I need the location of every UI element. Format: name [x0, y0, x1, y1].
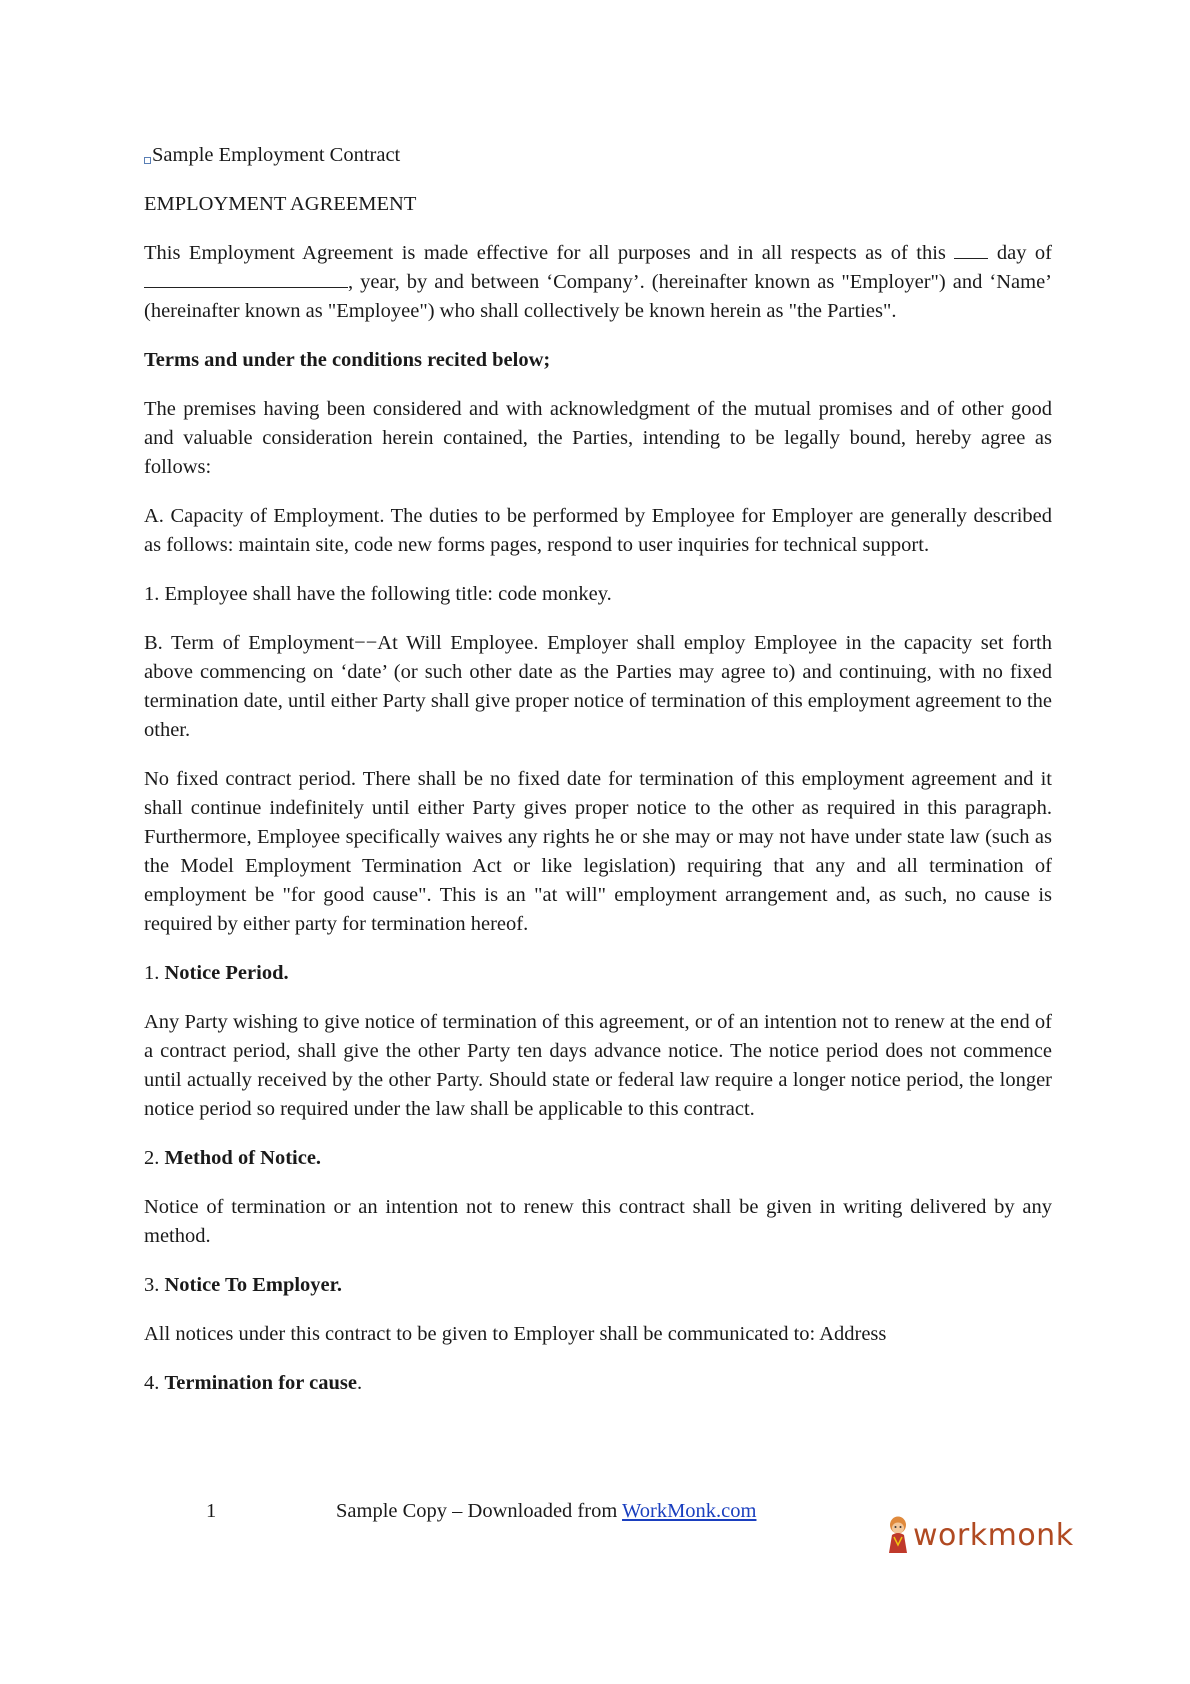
- workmonk-link[interactable]: WorkMonk.com: [622, 1500, 757, 1522]
- notice-period-paragraph: Any Party wishing to give notice of termination of this agreement, or of an intention not to renew at the end of a contract period, shall give the other Party ten days advance notice. The notice period does not commence until actually received by the other Party. Should state or federal law require a longer notice period, the longer notice period so required under the law shall be applicable to this contract.: [144, 1011, 1052, 1120]
- terms-heading: Terms and under the conditions recited below;: [144, 349, 551, 371]
- intro-paragraph: This Employment Agreement is made effective for all purposes and in all respects as of this day of , year, by and between ‘Company’. (hereinafter known as "Employer") and ‘Name’ (hereinafter known as "Employee") who shall collectively be known herein as "the Parties".: [144, 242, 1052, 322]
- notice-to-employer-paragraph: All notices under this contract to be given to Employer shall be communicated to: Address: [144, 1323, 887, 1345]
- section-heading-method-of-notice: 2. Method of Notice.: [144, 1147, 322, 1169]
- document-body: [144, 141, 1052, 1418]
- month-blank-line: [144, 269, 348, 288]
- page-number: 1: [206, 1500, 217, 1522]
- workmonk-logo: [885, 1513, 1074, 1557]
- agreement-heading: EMPLOYMENT AGREEMENT: [144, 193, 417, 215]
- footer-text: Sample Copy – Downloaded from WorkMonk.com: [336, 1500, 757, 1522]
- section-heading-notice-to-employer: 3. Notice To Employer.: [144, 1274, 342, 1296]
- no-fixed-period-paragraph: No fixed contract period. There shall be no fixed date for termination of this employment agreement and it shall continue indefinitely until either Party gives proper notice to the other as required in this paragraph. Furthermore, Employee specifically waives any rights he or she may or may not have under state law (such as the Model Employment Termination Act or like legislation) requiring that any and all termination of employment be "for good cause". This is an "at will" employment arrangement and, as such, no cause is required by either party for termination hereof.: [144, 768, 1052, 935]
- title-paragraph: 1. Employee shall have the following title: code monkey.: [144, 583, 612, 605]
- logo-text: workmonk: [913, 1517, 1074, 1553]
- premises-paragraph: The premises having been considered and with acknowledgment of the mutual promises and of other good and valuable consideration herein contained, the Parties, intending to be legally bound, hereby agree as follows:: [144, 398, 1052, 478]
- capacity-paragraph: A. Capacity of Employment. The duties to be performed by Employee for Employer are generally described as follows: maintain site, code new forms pages, respond to user inquiries for technical support.: [144, 505, 1052, 556]
- term-paragraph: B. Term of Employment−−At Will Employee. Employer shall employ Employee in the capacity set forth above commencing on ‘date’ (or such other date as the Parties may agree to) and continuing, with no fixed termination date, until either Party shall give proper notice of termination of this employment agreement to the other.: [144, 632, 1053, 741]
- section-heading-termination-for-cause: 4. Termination for cause.: [144, 1372, 363, 1394]
- anchor-marker-icon: [144, 157, 151, 164]
- monk-mascot-icon: [885, 1515, 911, 1555]
- document-title: Sample Employment Contract: [144, 141, 1052, 170]
- section-heading-notice-period: 1. Notice Period.: [144, 962, 289, 984]
- method-paragraph: Notice of termination or an intention not to renew this contract shall be given in writing delivered by any method.: [144, 1196, 1052, 1247]
- day-blank-line: [954, 240, 988, 259]
